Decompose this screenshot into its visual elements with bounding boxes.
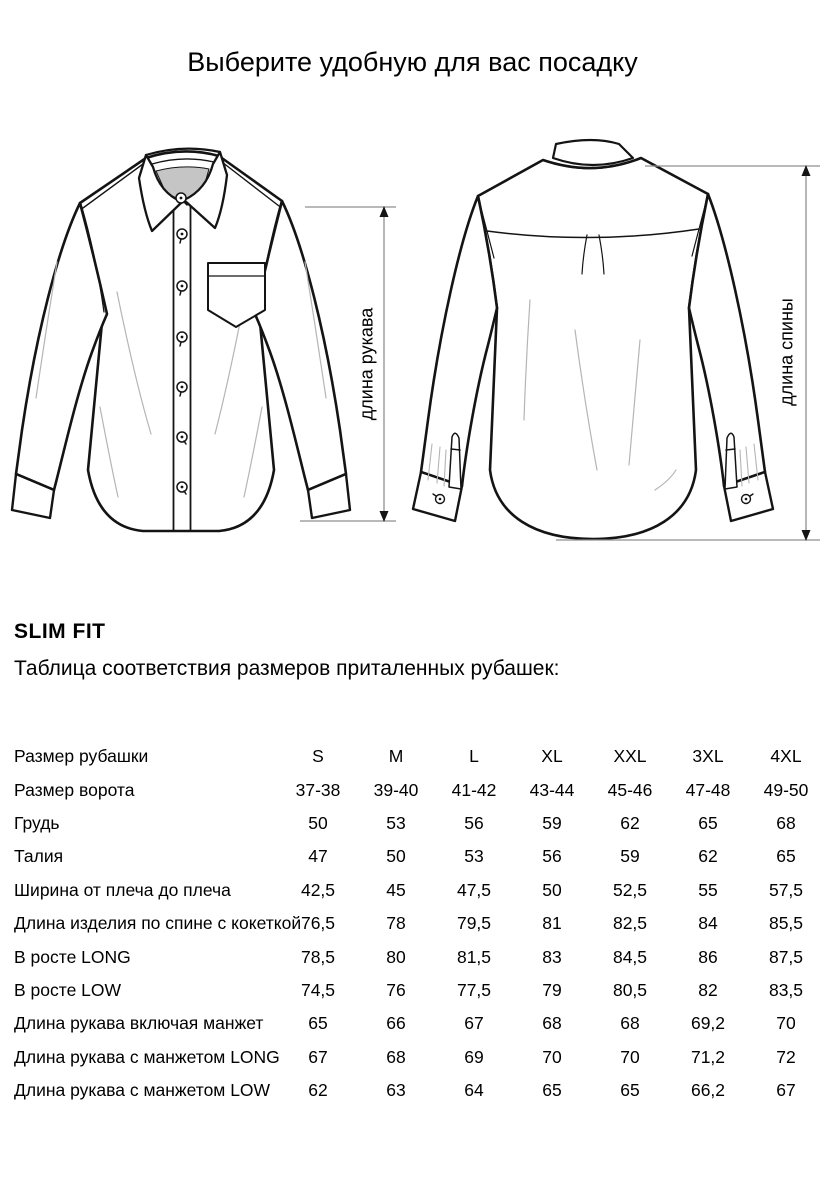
row-value: 74,5	[300, 979, 336, 1000]
back-length-label: длина спины	[776, 298, 797, 406]
row-value: 65	[620, 1080, 640, 1101]
table-row	[14, 840, 825, 873]
row-label: Ширина от плеча до плеча	[14, 879, 231, 900]
row-value: 66,2	[690, 1080, 726, 1101]
row-value: 49-50	[763, 779, 809, 800]
row-label: Размер ворота	[14, 779, 135, 800]
row-value: XL	[541, 746, 563, 767]
row-value: 69	[464, 1046, 484, 1067]
row-value: 87,5	[768, 946, 804, 967]
size-table	[14, 740, 825, 1107]
row-value: 43-44	[529, 779, 575, 800]
front-shirt-drawing	[12, 149, 350, 531]
row-value: 50	[386, 846, 406, 867]
row-value: 47	[308, 846, 328, 867]
row-value: 85,5	[768, 913, 804, 934]
row-value: L	[469, 746, 479, 767]
row-value: 82,5	[612, 913, 648, 934]
back-shirt-drawing	[413, 140, 773, 539]
row-value: 65	[542, 1080, 562, 1101]
row-value: 47,5	[456, 879, 492, 900]
row-value: 56	[542, 846, 562, 867]
row-value: 57,5	[768, 879, 804, 900]
row-value: 3XL	[692, 746, 724, 767]
back-collar	[553, 140, 633, 165]
row-value: 66	[386, 1013, 406, 1034]
row-value: 67	[308, 1046, 328, 1067]
table-row	[14, 1007, 825, 1040]
row-value: 53	[464, 846, 484, 867]
row-value: XXL	[613, 746, 647, 767]
table-row	[14, 1074, 825, 1107]
row-label: В росте LOW	[14, 979, 122, 1000]
table-row	[14, 807, 825, 840]
row-value: 84,5	[612, 946, 648, 967]
row-value: 68	[386, 1046, 406, 1067]
row-value: 70	[776, 1013, 796, 1034]
row-value: 47-48	[685, 779, 731, 800]
row-value: 72	[776, 1046, 796, 1067]
row-value: 84	[698, 913, 718, 934]
row-label: Талия	[14, 846, 64, 867]
row-label: Грудь	[14, 812, 60, 833]
row-value: 70	[542, 1046, 562, 1067]
row-value: 52,5	[612, 879, 648, 900]
row-label: В росте LONG	[14, 946, 131, 967]
table-row	[14, 940, 825, 973]
row-value: 70	[620, 1046, 640, 1067]
row-value: 45-46	[607, 779, 653, 800]
row-value: 65	[698, 812, 718, 833]
row-value: 65	[308, 1013, 328, 1034]
table-row	[14, 874, 825, 907]
row-value: 76	[386, 979, 406, 1000]
row-value: 78,5	[300, 946, 336, 967]
row-value: 59	[620, 846, 640, 867]
row-value: 81,5	[456, 946, 492, 967]
row-value: 62	[620, 812, 640, 833]
section-heading: SLIM FIT	[14, 620, 106, 643]
sleeve-length-label: длина рукава	[356, 307, 377, 421]
row-value: 59	[542, 812, 562, 833]
row-label: Длина рукава с манжетом LOW	[14, 1080, 271, 1101]
row-value: 69,2	[690, 1013, 726, 1034]
row-value: 50	[308, 812, 328, 833]
row-value: 79	[542, 979, 562, 1000]
page-title: Выберите удобную для вас посадку	[187, 47, 638, 77]
row-value: 83	[542, 946, 562, 967]
row-value: M	[388, 746, 404, 767]
table-row	[14, 974, 825, 1007]
row-value: 41-42	[451, 779, 497, 800]
row-value: 68	[542, 1013, 562, 1034]
row-value: 42,5	[300, 879, 336, 900]
row-value: 55	[698, 879, 718, 900]
row-value: 45	[386, 879, 406, 900]
row-value: 67	[776, 1080, 796, 1101]
row-value: 65	[776, 846, 796, 867]
row-value: 81	[542, 913, 562, 934]
row-value: 80	[386, 946, 406, 967]
row-value: 82	[698, 979, 718, 1000]
row-value: 63	[386, 1080, 406, 1101]
table-row	[14, 773, 825, 806]
row-value: 79,5	[456, 913, 492, 934]
row-value: S	[312, 746, 324, 767]
row-value: 80,5	[612, 979, 648, 1000]
row-value: 77,5	[456, 979, 492, 1000]
row-value: 86	[698, 946, 718, 967]
row-value: 78	[386, 913, 406, 934]
row-value: 37-38	[295, 779, 341, 800]
table-caption: Таблица соответствия размеров приталенных рубашек:	[14, 657, 560, 680]
table-row	[14, 1041, 825, 1074]
row-value: 68	[620, 1013, 640, 1034]
row-label: Длина рукава включая манжет	[14, 1013, 264, 1034]
row-value: 76,5	[300, 913, 336, 934]
row-value: 83,5	[768, 979, 804, 1000]
row-value: 50	[542, 879, 562, 900]
row-value: 67	[464, 1013, 484, 1034]
row-value: 62	[698, 846, 718, 867]
row-label: Длина изделия по спине с кокеткой	[14, 913, 302, 934]
row-value: 62	[308, 1080, 328, 1101]
row-label: Размер рубашки	[14, 746, 149, 767]
row-value: 39-40	[373, 779, 419, 800]
row-value: 68	[776, 812, 796, 833]
row-value: 4XL	[770, 746, 802, 767]
row-value: 53	[386, 812, 406, 833]
table-row	[14, 907, 825, 940]
row-value: 56	[464, 812, 484, 833]
row-value: 71,2	[690, 1046, 726, 1067]
table-row	[14, 740, 825, 773]
row-value: 64	[464, 1080, 484, 1101]
row-label: Длина рукава с манжетом LONG	[14, 1046, 280, 1067]
back-body	[478, 158, 708, 539]
